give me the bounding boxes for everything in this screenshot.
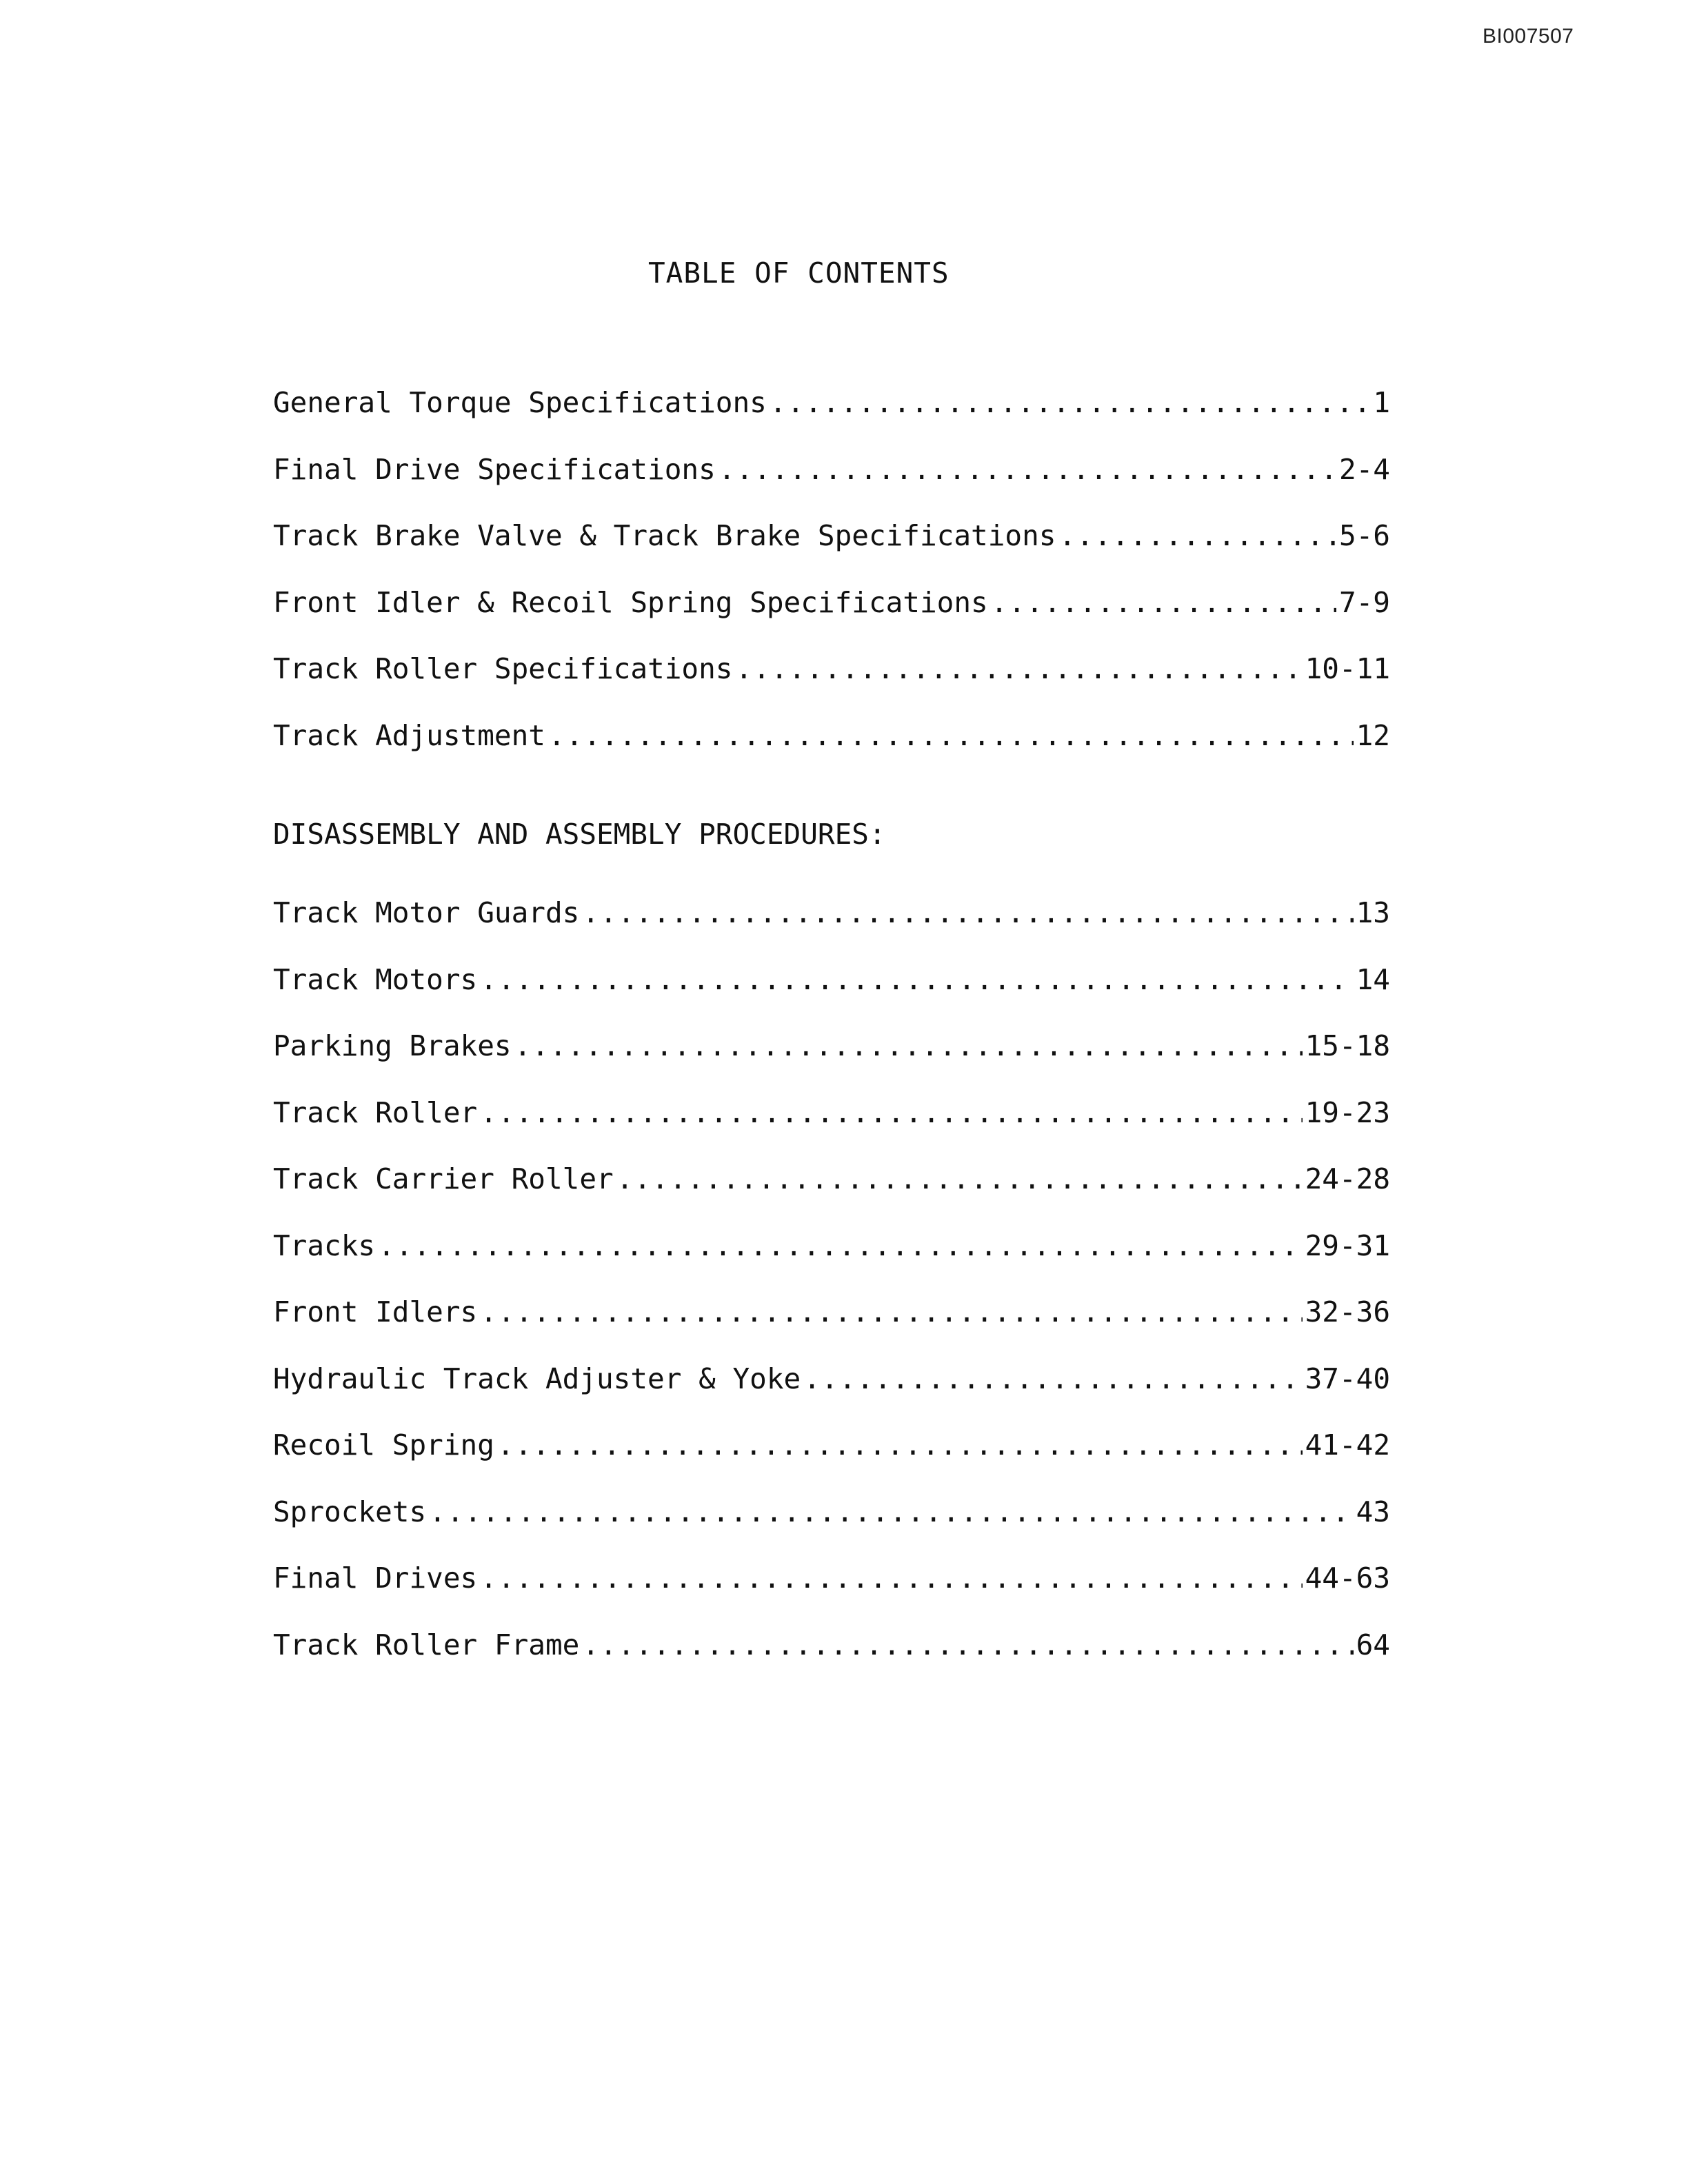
toc-entry-page: 37-40	[1305, 1362, 1390, 1395]
toc-entry-page: 43	[1356, 1495, 1390, 1528]
toc-entry-label: Track Carrier Roller	[273, 1162, 614, 1195]
toc-entry	[273, 586, 1390, 653]
toc-dot-leader	[378, 1229, 1302, 1262]
toc-entry-page: 7-9	[1338, 585, 1390, 619]
toc-entry-page: 10-11	[1305, 652, 1390, 685]
toc-entry-page: 14	[1356, 962, 1390, 996]
toc-entry-label: Track Adjustment	[273, 718, 545, 752]
toc-entry-page: 12	[1356, 718, 1390, 752]
toc-entry	[273, 719, 1390, 786]
toc-entry	[273, 386, 1390, 453]
toc-entry-page: 32-36	[1305, 1295, 1390, 1328]
toc-entry-page: 41-42	[1305, 1428, 1390, 1462]
toc-dot-leader	[480, 963, 1353, 996]
toc-entry-label: Track Roller Frame	[273, 1628, 580, 1661]
toc-entry	[273, 1096, 1390, 1163]
toc-entry-page: 13	[1356, 896, 1390, 929]
toc-dot-leader	[497, 1428, 1303, 1462]
toc-entry	[273, 453, 1390, 520]
toc-dot-leader	[514, 1029, 1303, 1062]
toc-entry-label: Track Motors	[273, 962, 478, 996]
toc-general-list	[273, 386, 1390, 785]
toc-entry	[273, 1229, 1390, 1296]
toc-dot-leader	[582, 1628, 1353, 1661]
document-id: BI007507	[1483, 25, 1574, 48]
toc-entry-label: Track Motor Guards	[273, 896, 580, 929]
toc-entry-page: 29-31	[1305, 1228, 1390, 1262]
toc-entry	[273, 1428, 1390, 1495]
toc-entry-page: 5-6	[1338, 519, 1390, 552]
toc-entry	[273, 1162, 1390, 1229]
toc-dot-leader	[1058, 519, 1336, 552]
toc-entry-label: Hydraulic Track Adjuster & Yoke	[273, 1362, 801, 1395]
toc-entry-page: 2-4	[1338, 452, 1390, 486]
toc-dot-leader	[480, 1096, 1302, 1129]
toc-entry-page: 44-63	[1305, 1561, 1390, 1595]
toc-entry-label: Parking Brakes	[273, 1029, 512, 1062]
toc-entry	[273, 896, 1390, 963]
toc-entry	[273, 963, 1390, 1030]
toc-dot-leader	[991, 586, 1336, 619]
toc-entry-label: Final Drives	[273, 1561, 478, 1595]
toc-dot-leader	[719, 453, 1336, 486]
toc-entry	[273, 1295, 1390, 1362]
toc-entry-label: Recoil Spring	[273, 1428, 494, 1462]
toc-procedures-list	[273, 896, 1390, 1695]
toc-dot-leader	[480, 1561, 1302, 1595]
toc-dot-leader	[480, 1295, 1302, 1328]
toc-entry	[273, 652, 1390, 719]
toc-entry-label: Front Idler & Recoil Spring Specifications	[273, 585, 988, 619]
toc-entry-page: 19-23	[1305, 1095, 1390, 1129]
toc-entry	[273, 1362, 1390, 1429]
toc-dot-leader	[616, 1162, 1303, 1195]
toc-entry-page: 15-18	[1305, 1029, 1390, 1062]
toc-entry-label: Track Roller Specifications	[273, 652, 733, 685]
page-title: TABLE OF CONTENTS	[648, 256, 950, 290]
toc-entry-page: 24-28	[1305, 1162, 1390, 1195]
toc-dot-leader	[770, 386, 1370, 419]
toc-entry-page: 1	[1373, 386, 1390, 419]
toc-dot-leader	[582, 896, 1353, 929]
toc-entry-page: 64	[1356, 1628, 1390, 1661]
toc-entry-label: Final Drive Specifications	[273, 452, 716, 486]
toc-entry	[273, 519, 1390, 586]
toc-entry	[273, 1029, 1390, 1096]
toc-entry	[273, 1495, 1390, 1562]
procedures-heading: DISASSEMBLY AND ASSEMBLY PROCEDURES:	[273, 818, 886, 851]
toc-entry-label: Front Idlers	[273, 1295, 478, 1328]
toc-dot-leader	[548, 719, 1354, 752]
toc-dot-leader	[803, 1362, 1302, 1395]
toc-entry	[273, 1628, 1390, 1695]
toc-dot-leader	[735, 652, 1302, 685]
toc-entry-label: Track Brake Valve & Track Brake Specifications	[273, 519, 1056, 552]
toc-entry-label: Track Roller	[273, 1095, 478, 1129]
toc-entry-label: Tracks	[273, 1228, 376, 1262]
toc-entry-label: Sprockets	[273, 1495, 427, 1528]
toc-dot-leader	[429, 1495, 1353, 1528]
toc-entry	[273, 1561, 1390, 1628]
toc-entry-label: General Torque Specifications	[273, 386, 767, 419]
